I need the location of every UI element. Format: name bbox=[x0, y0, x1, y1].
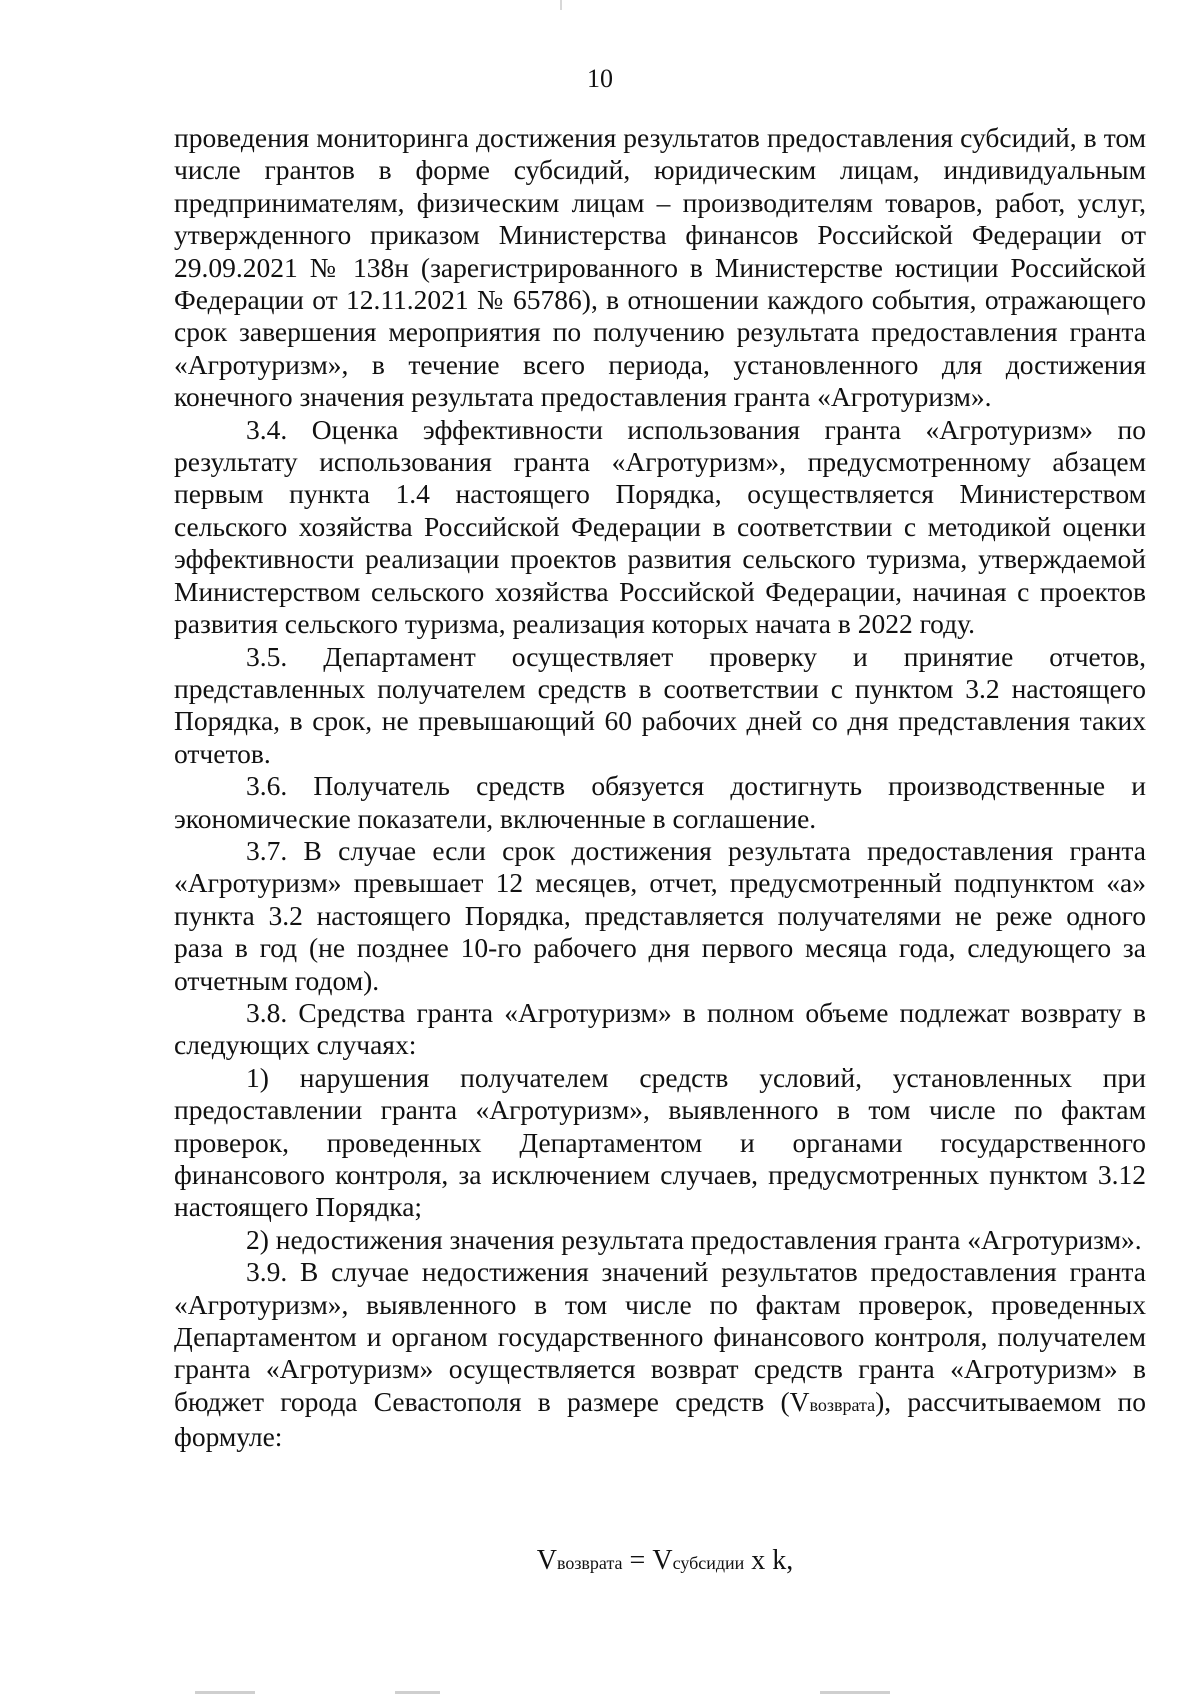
paragraph-3-5: 3.5. Департамент осуществляет проверку и принятие отчетов, представленных получателем средств в соответствии с пунктом 3.2 настоящего Порядка, в срок, не превышающий 60 рабочих дней со дня представления таких отчетов. bbox=[174, 640, 1146, 769]
paragraph-3-6: 3.6. Получатель средств обязуется достигнуть производственные и экономические показатели, включенные в соглашение. bbox=[174, 770, 1146, 834]
document-body bbox=[174, 122, 1146, 1454]
scan-artifact bbox=[560, 0, 562, 10]
formula-v2: V bbox=[652, 1545, 673, 1576]
formula-rest: x k, bbox=[744, 1545, 794, 1576]
formula-sub1: возврата bbox=[556, 1553, 623, 1573]
paragraph-3-4: 3.4. Оценка эффективности использования гранта «Агротуризм» по результату использования гранта «Агротуризм», предусмотренному абзацем первым пункта 1.4 настоящего Порядка, осуществляется Министерством сельского хозяйства Российской Федерации в соответствии с методикой оценки эффективности реализации проектов развития сельского туризма, утверждаемой Министерством сельского хозяйства Российской Федерации, начиная с проектов развития сельского туризма, реализация которых начата в 2022 году. bbox=[174, 413, 1146, 640]
paragraph-continuation: проведения мониторинга достижения результатов предоставления субсидий, в том числе грантов в форме субсидий, юридическим лицам, индивидуальным предпринимателям, физическим лицам – производителям товаров, работ, услуг, утвержденного приказом Министерства финансов Российской Федерации от 29.09.2021 № 138н (зарегистрированного в Министерстве юстиции Российской Федерации от 12.11.2021 № 65786), в отношении каждого события, отражающего срок завершения мероприятия по получению результата предоставления гранта «Агротуризм», в течение всего периода, установленного для достижения конечного значения результата предоставления гранта «Агротуризм». bbox=[174, 122, 1146, 413]
page-number: 10 bbox=[587, 64, 613, 93]
formula-equals: = bbox=[622, 1545, 653, 1576]
formula-sub2: субсидии bbox=[672, 1553, 745, 1573]
paragraph-3-9-tail: ), рассчитываемом по формуле: bbox=[174, 1385, 1146, 1453]
subscript-vozvrata: возврата bbox=[809, 1394, 876, 1415]
list-item-1: 1) нарушения получателем средств условий, установленных при предоставлении гранта «Агротуризм», выявленного в том числе по фактам проверок, проведенных Департаментом и органами государственного финансового контроля, за исключением случаев, предусмотренных пунктом 3.12 настоящего Порядка; bbox=[174, 1061, 1146, 1223]
paragraph-3-7: 3.7. В случае если срок достижения результата предоставления гранта «Агротуризм» превышает 12 месяцев, отчет, предусмотренный подпунктом «а» пункта 3.2 настоящего Порядка, представляется получателями не реже одного раза в год (не позднее 10-го рабочего дня первого месяца года, следующего за отчетным годом). bbox=[174, 834, 1146, 996]
scan-artifact-bottom bbox=[0, 1688, 1200, 1694]
paragraph-3-9-text: 3.9. В случае недостижения значений результатов предоставления гранта «Агротуризм», выявленного в том числе по фактам проверок, проведенных Департаментом и органом государственного финансового контроля, получателем гранта «Агротуризм» осуществляется возврат средств гранта «Агротуризм» в бюджет города Севастополя в размере средств (V bbox=[174, 1256, 1146, 1417]
return-formula bbox=[0, 1544, 1200, 1580]
paragraph-3-9 bbox=[174, 1256, 1146, 1453]
paragraph-3-8: 3.8. Средства гранта «Агротуризм» в полном объеме подлежат возврату в следующих случаях: bbox=[174, 996, 1146, 1061]
list-item-2: 2) недостижения значения результата предоставления гранта «Агротуризм». bbox=[246, 1223, 1142, 1255]
formula-v1: V bbox=[536, 1545, 557, 1576]
